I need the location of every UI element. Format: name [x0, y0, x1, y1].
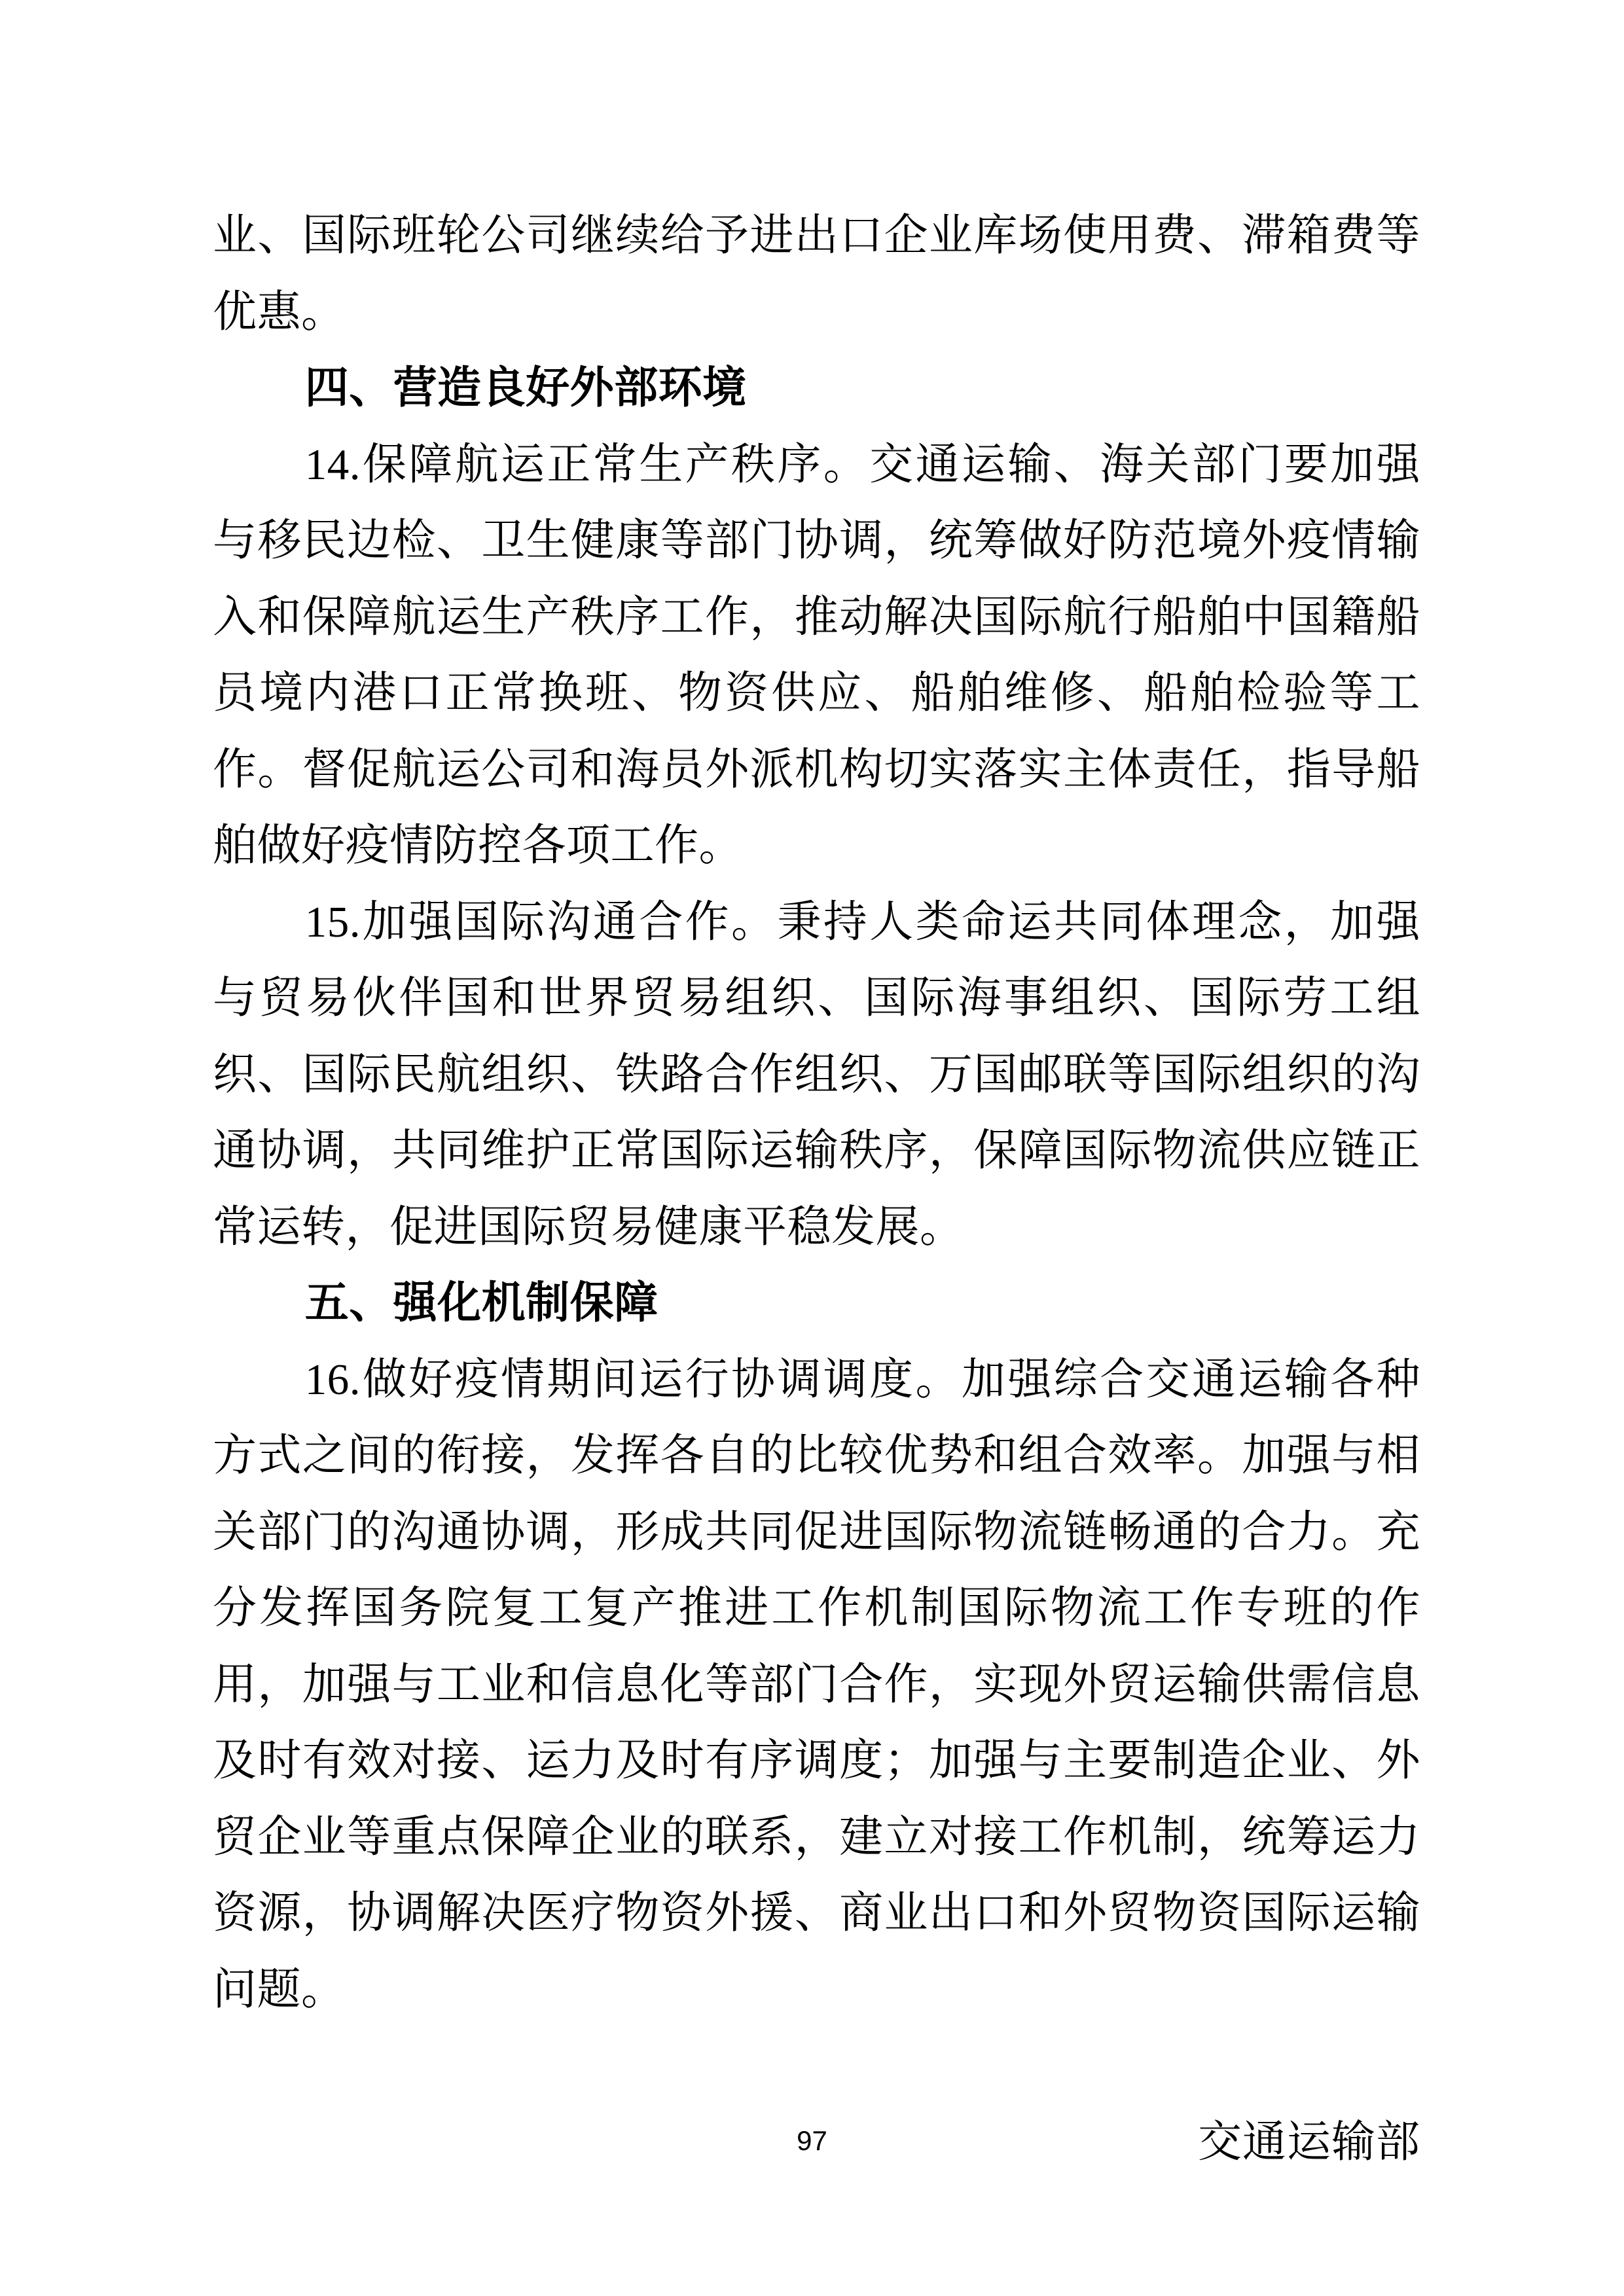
signature-ministry: 交通运输部 [1198, 2117, 1420, 2166]
paragraph-item-15: 15.加强国际沟通合作。秉持人类命运共同体理念，加强与贸易伙伴国和世界贸易组织、国际海事组织、国际劳工组织、国际民航组织、铁路合作组织、万国邮联等国际组织的沟通协调，共同维护正常国际运输秩序，保障国际物流供应链正常运转，促进国际贸易健康平稳发展。 [213, 897, 1420, 1251]
section-heading-four: 四、营造良好外部环境 [304, 363, 747, 412]
paragraph-continuation: 业、国际班轮公司继续给予进出口企业库场使用费、滞箱费等优惠。 [213, 211, 1420, 336]
paragraph-item-14: 14.保障航运正常生产秩序。交通运输、海关部门要加强与移民边检、卫生健康等部门协调，统筹做好防范境外疫情输入和保障航运生产秩序工作，推动解决国际航行船舶中国籍船员境内港口正常换班、物资供应、船舶维修、船舶检验等工作。督促航运公司和海员外派机构切实落实主体责任，指导船舶做好疫情防控各项工作。 [213, 440, 1420, 870]
document-body [213, 198, 1420, 2180]
page-number: 97 [797, 2125, 827, 2156]
section-heading-five: 五、强化机制保障 [304, 1278, 659, 1327]
paragraph-item-16: 16.做好疫情期间运行协调调度。加强综合交通运输各种方式之间的衔接，发挥各自的比较优势和组合效率。加强与相关部门的沟通协调，形成共同促进国际物流链畅通的合力。充分发挥国务院复工复产推进工作机制国际物流工作专班的作用，加强与工业和信息化等部门合作，实现外贸运输供需信息及时有效对接、运力及时有序调度；加强与主要制造企业、外贸企业等重点保障企业的联系，建立对接工作机制，统筹运力资源，协调解决医疗物资外援、商业出口和外贸物资国际运输问题。 [213, 1355, 1420, 2014]
page-footer [0, 2126, 1624, 2156]
